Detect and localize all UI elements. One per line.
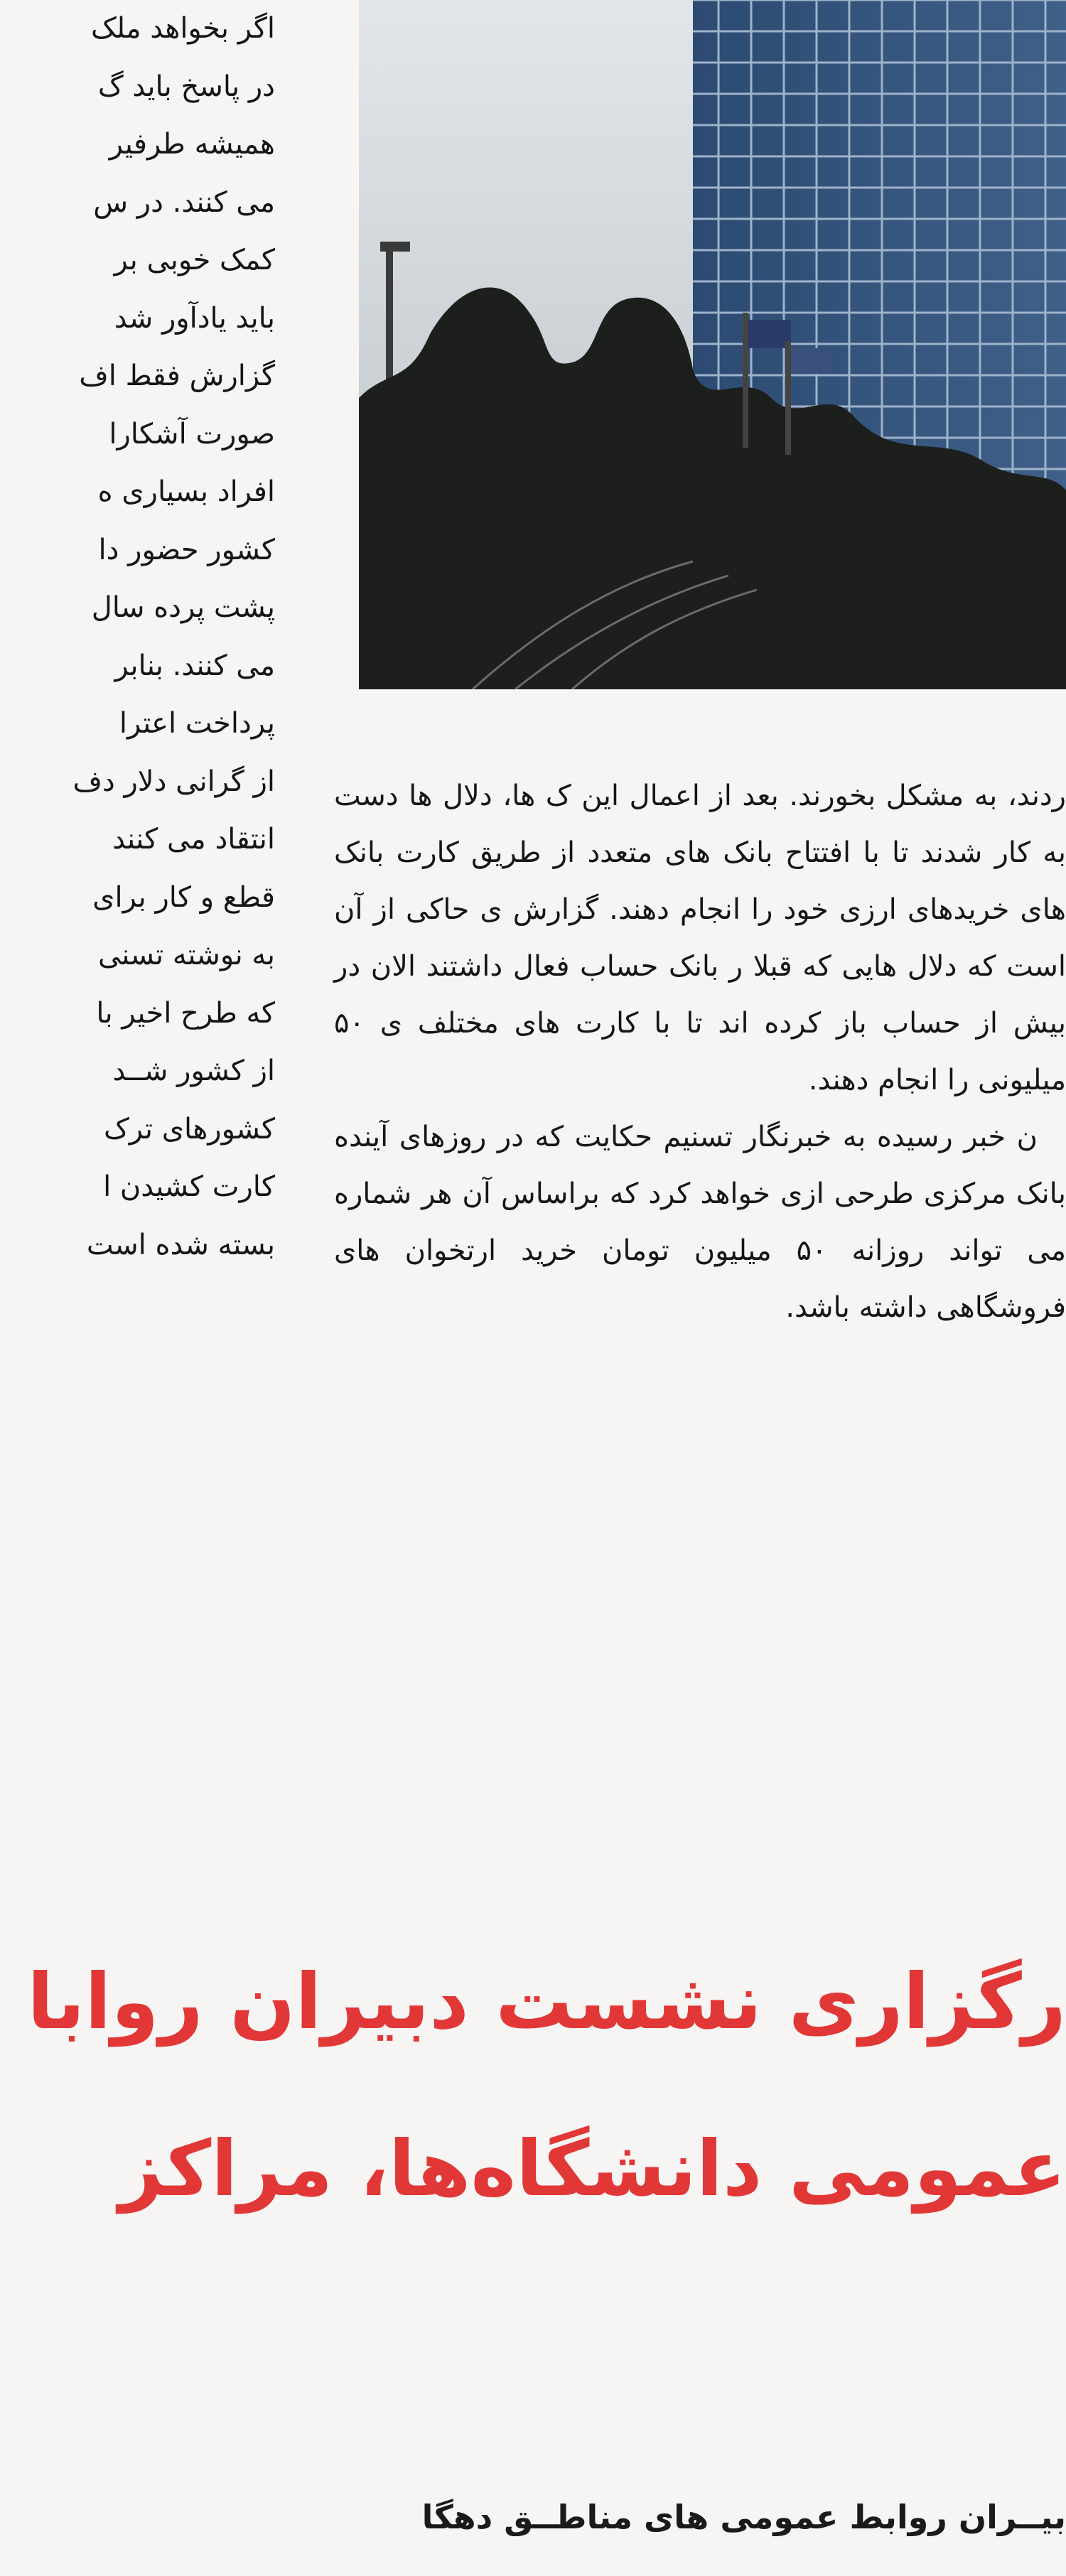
article-paragraph: ردند، به مشکل بخورند. بعد از اعمال این ک ها، دلال ها دست به کار شدند تا با افتتاح بانک های متعدد از طریق کارت بانک های خریدهای ارزی خود را انجام دهند. گزارش ی حاکی از آن است که دلال هایی که قبلا ر بانک حساب فعال داشتند الان در بیش از حساب باز کرده اند تا با کارت های مختلف ی ۵۰ میلیونی را انجام دهند. [334, 780, 1066, 1096]
headline-line: رگزاری نشست دبیران روابا [27, 1958, 1066, 2047]
left-column-line: کمک خوبی بر [114, 244, 275, 276]
left-column-line: همیشه طرفیر [109, 128, 275, 161]
left-column-line: اگر بخواهد ملک [91, 12, 275, 45]
left-column-line: پشت پرده سال [91, 591, 275, 624]
left-column-line: از گرانی دلار دف [72, 765, 275, 798]
article-body [334, 767, 1066, 1336]
left-column-line: کارت کشیدن ا [103, 1170, 275, 1203]
building-photo-image [359, 0, 1066, 689]
building-photo [359, 0, 1066, 689]
article-paragraph: ن خبر رسیده به خبرنگار تسنیم حکایت که در روزهای آینده بانک مرکزی طرحی ازی خواهد کرد که براساس آن هر شماره می تواند روزانه ۵۰ میلیون تومان خرید ارتخوان های فروشگاهی داشته باشد. [334, 1121, 1066, 1324]
left-column-line: باید یادآور شد [114, 301, 275, 335]
left-column-line: می کنند. بنابر [114, 649, 275, 682]
left-column-line: کشورهای ترک [103, 1112, 275, 1146]
left-column-line: پرداخت اعترا [119, 707, 275, 740]
left-text-column [0, 0, 281, 1274]
headline-line: عمومی دانشگاه‌ها، مراکز [119, 2125, 1066, 2214]
left-column-line: گزارش فقط اف [79, 360, 275, 392]
left-column-line: انتقاد می کنند [112, 823, 275, 856]
news-headline [0, 1919, 1066, 2253]
left-column-line: که طرح اخیر با [96, 996, 275, 1030]
left-column-line: در پاسخ باید گ [97, 70, 275, 103]
left-column-line: صورت آشکارا [109, 417, 275, 451]
left-column-line: قطع و کار برای [92, 880, 275, 914]
left-column-line: از کشور شــد [112, 1055, 275, 1087]
left-column-line: به نوشته تسنی [97, 939, 275, 971]
left-column-line: بسته شده است [86, 1228, 275, 1261]
left-column-line: کشور حضور دا [98, 533, 275, 566]
left-column-line: افراد بسیاری ه [97, 475, 275, 508]
headline-subtitle: بیــران روابط عمومی های مناطــق دهگا [421, 2498, 1066, 2536]
left-column-line: می کنند. در س [93, 185, 275, 219]
